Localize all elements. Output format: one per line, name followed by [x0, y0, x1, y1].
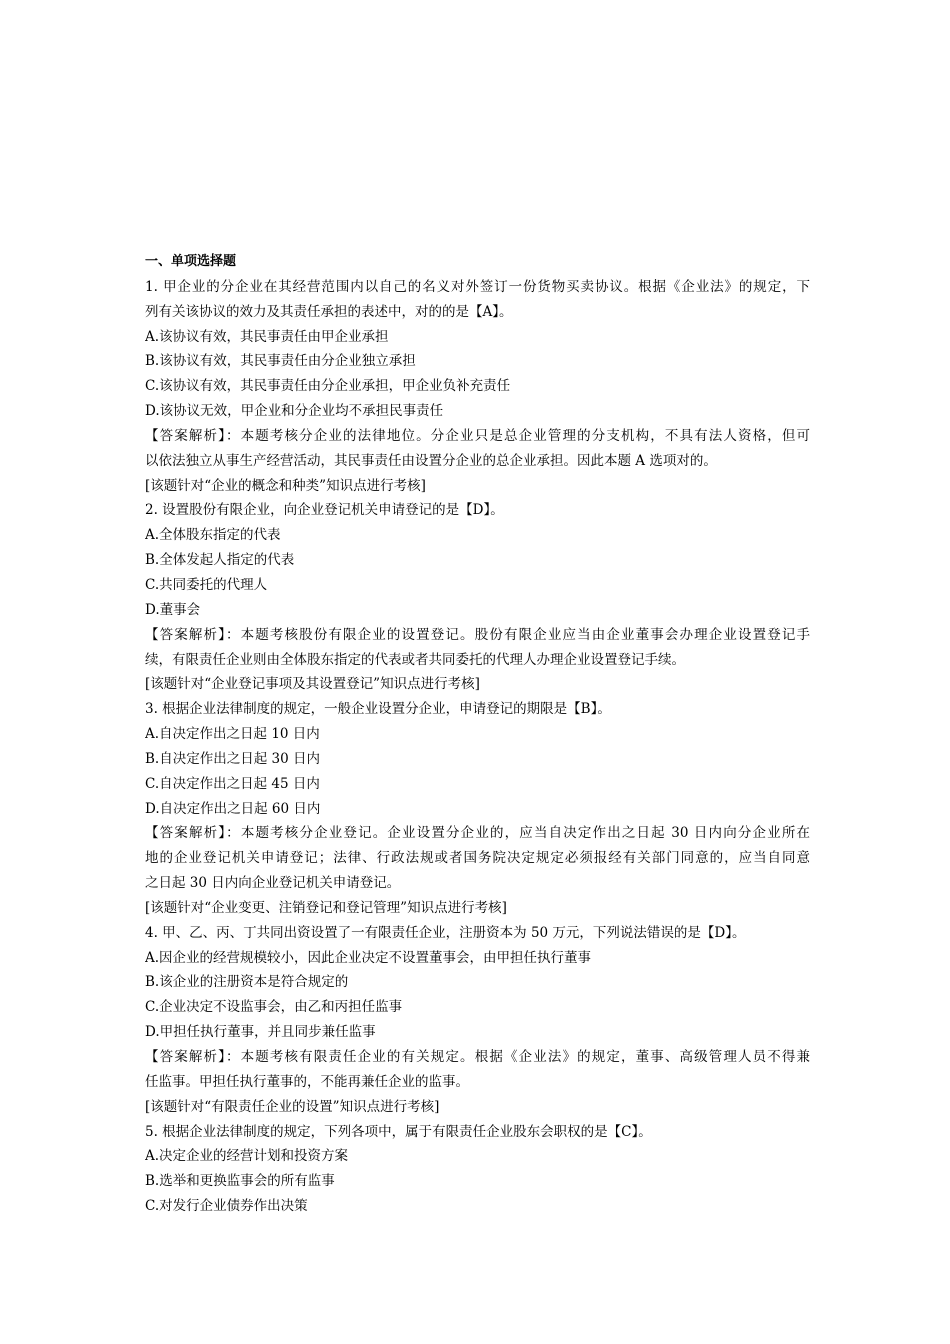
option-d: D.甲担任执行董事，并且同步兼任监事: [145, 1024, 376, 1041]
question-3: [145, 697, 810, 921]
answer-analysis-line: 【答案解析】：本题考核股份有限企业的设置登记。股份有限企业应当由企业董事会办理企业设置登记手: [145, 626, 810, 643]
answer-analysis-line: 地的企业登记机关申请登记；法律、行政法规或者国务院决定规定必须报经有关部门同意的，应当自同意: [145, 850, 810, 867]
answer-analysis-line: 任监事。甲担任执行董事的，不能再兼任企业的监事。: [145, 1073, 469, 1090]
answer-analysis-line: 以依法独立从事生产经营活动，其民事责任由设置分企业的总企业承担。因此本题 A 选项对的。: [145, 452, 717, 469]
answer-analysis-line: 续，有限责任企业则由全体股东指定的代表或者共同委托的代理人办理企业设置登记手续。: [145, 651, 685, 668]
question-4: [145, 921, 810, 1120]
option-a: A.因企业的经营规模较小，因此企业决定不设置董事会，由甲担任执行董事: [145, 949, 592, 966]
answer-analysis-line: 【答案解析】：本题考核有限责任企业的有关规定。根据《企业法》的规定，董事、高级管理人员不得兼: [145, 1049, 810, 1065]
option-a: A.自决定作出之日起 10 日内: [145, 726, 320, 743]
knowledge-point-note: [该题针对“企业的概念和种类”知识点进行考核]: [145, 477, 426, 494]
question-2: [145, 498, 810, 697]
option-a: A.全体股东指定的代表: [145, 527, 281, 544]
answer-analysis-line: 【答案解析】：本题考核分企业登记。企业设置分企业的，应当自决定作出之日起 30 日内向分企业所在: [145, 825, 810, 842]
option-d: D.自决定作出之日起 60 日内: [145, 800, 321, 817]
option-d: D.董事会: [145, 601, 201, 618]
option-b: B.该协议有效，其民事责任由分企业独立承担: [145, 353, 416, 370]
option-a: A.决定企业的经营计划和投资方案: [145, 1148, 349, 1165]
option-c: C.企业决定不设监事会，由乙和丙担任监事: [145, 999, 403, 1016]
option-b: B.自决定作出之日起 30 日内: [145, 750, 320, 767]
option-b: B.选举和更换监事会的所有监事: [145, 1173, 335, 1190]
question-5: [145, 1120, 810, 1219]
answer-analysis-line: 【答案解析】：本题考核分企业的法律地位。分企业只是总企业管理的分支机构，不具有法人资格，但可: [145, 427, 810, 444]
question-stem-line: 1. 甲企业的分企业在其经营范围内以自己的名义对外签订一份货物买卖协议。根据《企业法》的规定，下: [145, 278, 810, 295]
question-1: [145, 275, 810, 499]
question-stem-line: 5. 根据企业法律制度的规定，下列各项中，属于有限责任企业股东会职权的是【C】。: [145, 1123, 652, 1140]
option-c: C.该协议有效，其民事责任由分企业承担，甲企业负补充责任: [145, 378, 511, 395]
question-stem-line: 2. 设置股份有限企业，向企业登记机关申请登记的是【D】。: [145, 502, 504, 519]
option-b: B.全体发起人指定的代表: [145, 552, 295, 569]
section-title: 一、单项选择题: [145, 254, 237, 269]
knowledge-point-note: [该题针对“有限责任企业的设置”知识点进行考核]: [145, 1098, 440, 1115]
question-stem-line: 3. 根据企业法律制度的规定，一般企业设置分企业，申请登记的期限是【B】。: [145, 701, 611, 718]
option-a: A.该协议有效，其民事责任由甲企业承担: [145, 328, 389, 345]
option-c: C.对发行企业债券作出决策: [145, 1198, 308, 1215]
option-c: C.共同委托的代理人: [145, 576, 268, 593]
option-b: B.该企业的注册资本是符合规定的: [145, 974, 349, 991]
question-stem-line: 列有关该协议的效力及其责任承担的表述中，对的的是【A】。: [145, 303, 513, 320]
question-stem-line: 4. 甲、乙、丙、丁共同出资设置了一有限责任企业，注册资本为 50 万元，下列说法错误的是【D】。: [145, 924, 746, 941]
knowledge-point-note: [该题针对“企业变更、注销登记和登记管理”知识点进行考核]: [145, 899, 507, 916]
answer-analysis-line: 之日起 30 日内向企业登记机关申请登记。: [145, 875, 401, 892]
option-c: C.自决定作出之日起 45 日内: [145, 775, 320, 792]
document-page: [145, 250, 810, 1219]
option-d: D.该协议无效，甲企业和分企业均不承担民事责任: [145, 403, 444, 420]
knowledge-point-note: [该题针对“企业登记事项及其设置登记”知识点进行考核]: [145, 676, 480, 693]
